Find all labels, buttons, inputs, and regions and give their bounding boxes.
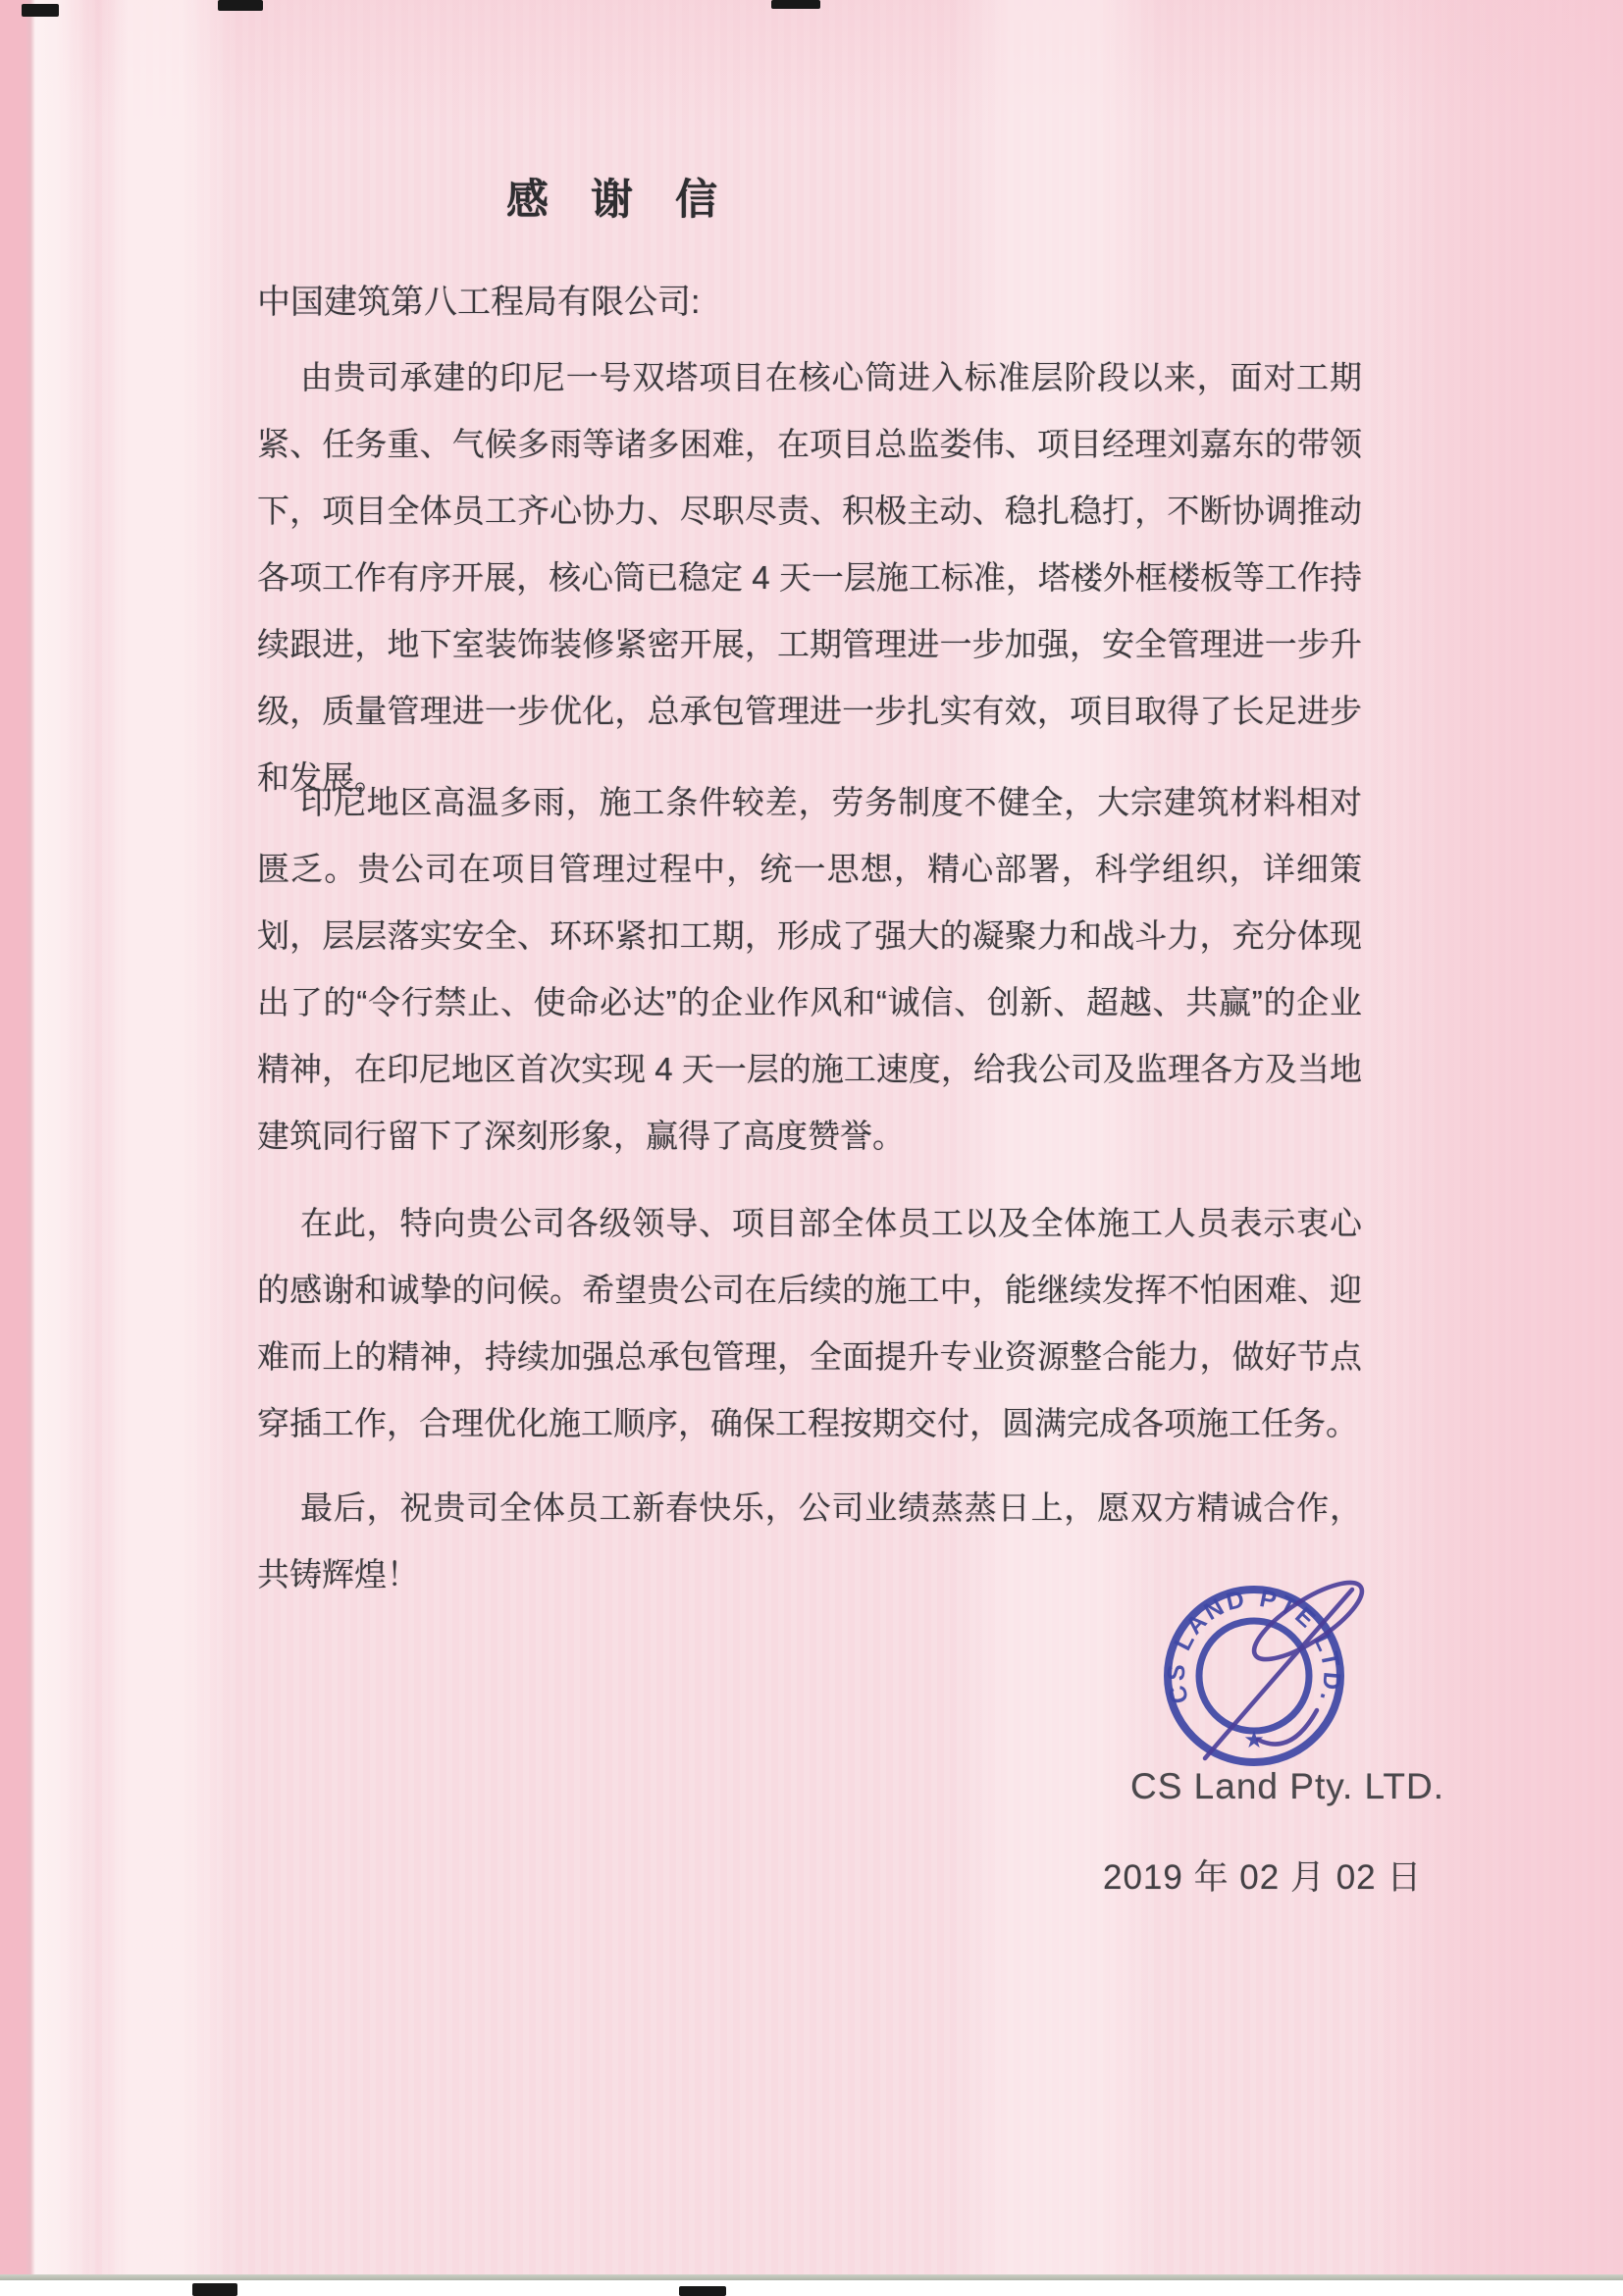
company-name: CS Land Pty. LTD. — [1130, 1766, 1444, 1806]
letter-title: 感 谢 信 — [506, 177, 717, 224]
letter-salutation: 中国建筑第八工程局有限公司: — [257, 284, 701, 321]
stamp-star: ★ — [1243, 1727, 1265, 1753]
stamp-curved-text: CS LAND PTE LTD. — [1162, 1584, 1346, 1708]
signature-tail — [1258, 1710, 1317, 1745]
scan-mark — [679, 2286, 726, 2296]
scan-mark — [192, 2283, 237, 2296]
letter-paragraph-3: 在此，特向贵公司各级领导、项目部全体员工以及全体施工人员表示衷心的感谢和诚挚的问候。希望贵公司在后续的施工中，能继续发挥不怕困难、迎难而上的精神，持续加强总承包管理，全面提升专业资源整合能力，做好节点穿插工作，合理优化施工顺序，确保工程按期交付，圆满完成各项施工任务。 — [257, 1205, 1362, 1441]
scan-mark — [22, 4, 59, 17]
signature-stroke — [1119, 1531, 1413, 1796]
letter-paragraph-2: 印尼地区高温多雨，施工条件较差，劳务制度不健全，大宗建筑材料相对匮乏。贵公司在项目管理过程中，统一思想，精心部署，科学组织，详细策划，层层落实安全、环环紧扣工期，形成了强大的凝聚力和战斗力，充分体现出了的“令行禁止、使命必达”的企业作风和“诚信、创新、超越、共赢”的企业精神，在印尼地区首次实现 4 天一层的施工速度，给我公司及监理各方及当地建筑同行留下了深刻形象，赢得了高度赞誉。 — [257, 784, 1362, 1154]
scan-mark — [771, 0, 820, 9]
scan-mark — [218, 0, 263, 11]
paper-bottom-shadow — [0, 2274, 1623, 2280]
letter-paragraph-4: 最后，祝贵司全体员工新春快乐，公司业绩蒸蒸日上，愿双方精诚合作，共铸辉煌！ — [257, 1489, 1362, 1592]
letter-paragraph-1: 由贵司承建的印尼一号双塔项目在核心筒进入标准层阶段以来，面对工期紧、任务重、气候多雨等诸多困难，在项目总监娄伟、项目经理刘嘉东的带领下，项目全体员工齐心协力、尽职尽责、积极主动、稳扎稳打，不断协调推动各项工作有序开展，核心筒已稳定 4 天一层施工标准，塔楼外框楼板等工作持续跟进，地下室装饰装修紧密开展，工期管理进一步加强，安全管理进一步升级，质量管理进一步优化，总承包管理进一步扎实有效，项目取得了长足进步和发展。 — [257, 359, 1362, 796]
letter-date: 2019 年 02 月 02 日 — [1103, 1858, 1423, 1897]
signature-loop — [1244, 1570, 1372, 1673]
